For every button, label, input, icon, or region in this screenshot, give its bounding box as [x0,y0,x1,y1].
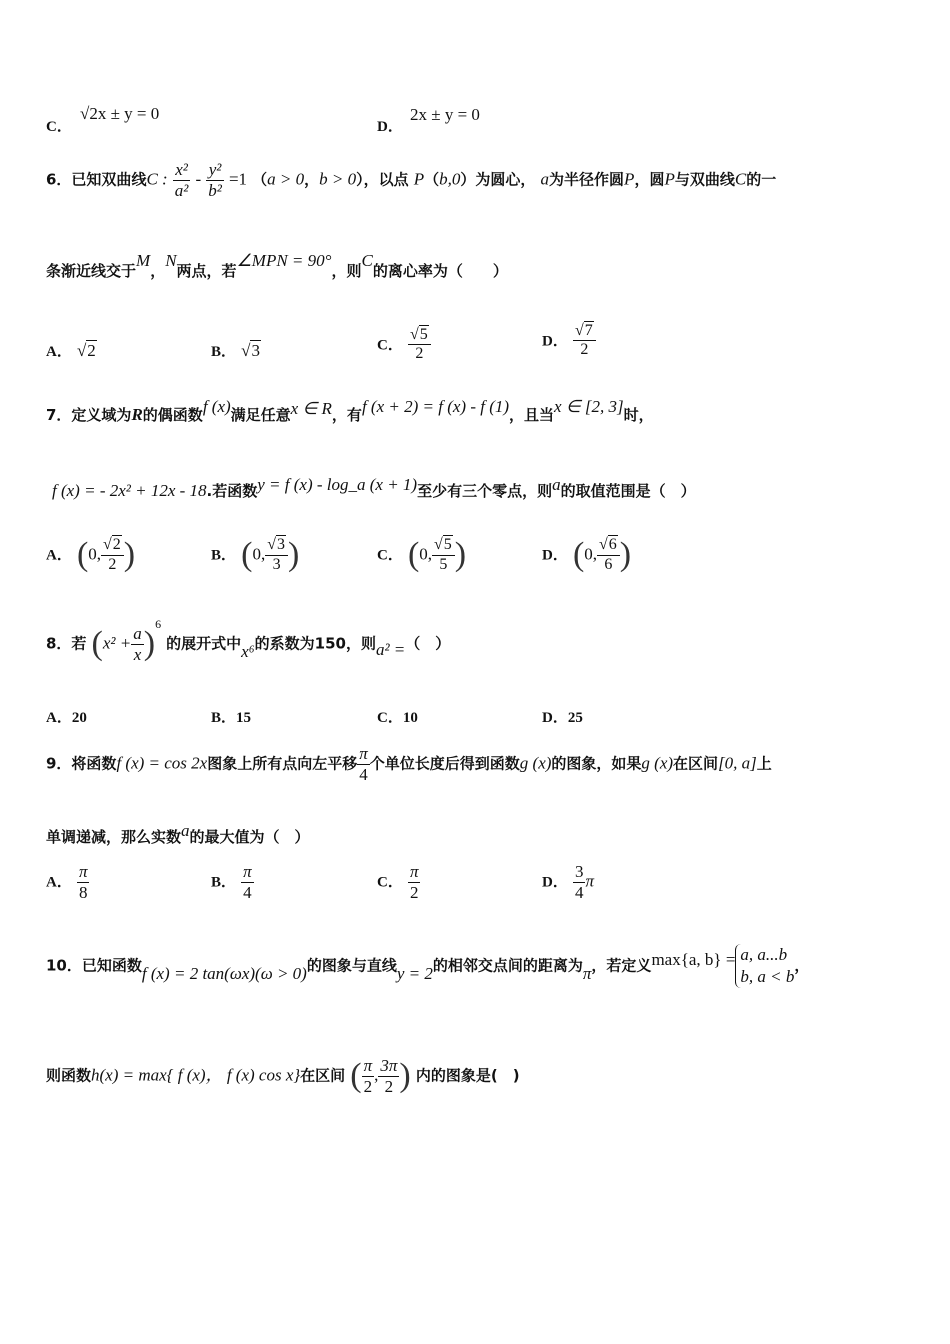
q7-text-5: 时， [623,406,654,424]
q7-option-a-label: A． [46,547,72,564]
q10-pi: π [582,963,592,983]
q9-a: a [181,821,190,840]
q6-a: a [540,169,550,189]
q7-equation: f (x + 2) = f (x) - f (1) [361,397,510,416]
q7-text-7: 至少有三个零点，则 [417,482,553,500]
q10-text-2: 的相邻交点间的距离为 [432,956,583,975]
q7-fx-def: f (x) = - 2x² + 12x - 18 [52,481,207,500]
q6-number: 6．已知双曲线 [46,170,147,189]
q6-text-4: ，圆 [634,170,665,189]
q6-option-d [542,322,596,360]
q7-option-d: D． (0, $\frac{√6}{6}$ ) [542,536,632,573]
q7-line1 [46,397,654,425]
q7-text-2: 满足任意 [230,406,291,424]
q10-interval-right: $\frac{3\pi}{2}$ [380,1056,398,1096]
q9-number: 9．将函数 [46,754,117,773]
q7-option-b-value: $\frac{√3}{3}$ [265,536,288,574]
q9-option-a: A． $\frac{\pi}{8}$ [46,862,88,902]
q8-line: 8．若 (x² + $\frac{a}{x}$ )$^6$ 的展开式中x⁶的系数为150，则a² =（ ） [46,617,451,664]
q7-yfun: y = f (x) - log_a (x + 1) [257,475,418,494]
q10-fx: f (x) = 2 tan(ωx)(ω > 0) [141,963,307,983]
q6-text-3: 为半径作圆 [549,170,625,189]
q6-option-d-label: D． [542,333,568,350]
q6-text-2: ）为圆心， [460,170,536,189]
q6-c2: C [361,251,373,270]
q8-text-3: （ ） [405,634,451,653]
q6-text-8: 两点，若 [176,262,237,280]
q6-point: b,0 [439,169,461,189]
q6-option-a [46,340,97,361]
q8-option-a: A．20 [46,710,87,726]
q9-text-5: 上 [756,754,772,773]
q6-cond-a: a > 0 [267,169,305,189]
q8-option-d: D．25 [542,710,583,726]
q6-text-5: 与双曲线 [674,170,735,189]
q6-option-c-label: C． [377,337,403,354]
q8-a2: a² = [375,639,406,659]
q9-text-2: 个单位长度后得到函数 [369,754,520,773]
q9-gx2: g (x) [641,753,674,773]
q7-option-a-value: $\frac{√2}{2}$ [101,536,124,574]
q6-comma: ， [150,262,166,280]
q8-power: 6 [155,617,162,632]
q8-number: 8．若 [46,634,87,653]
q5-option-c-expr: √2x ± y = 0 [80,104,160,123]
q10-cases: a, a...b b, a < b [735,944,794,988]
q10-line: y = 2 [396,963,433,983]
q7-text-6: .若函数 [206,482,258,500]
q10-text-6: 在区间 [300,1066,346,1085]
q7-option-c-value: $\frac{√5}{5}$ [432,536,455,574]
q7-x-in-r: x ∈ R [290,399,332,418]
q10-text-3: ，若定义 [591,956,652,975]
q9-option-c: C． $\frac{\pi}{2}$ [377,862,419,902]
q9-text-7: 的最大值为（ ） [189,828,310,846]
q6-text-1: ），以点 [356,170,409,189]
q6-m: M [136,251,151,270]
q9-option-b: B． $\frac{\pi}{4}$ [211,862,252,902]
q6-paren2: （ [424,170,440,189]
q7-number: 7．定义域为 [46,406,132,424]
q7-fx: f (x) [202,397,231,416]
q6-n: N [165,251,177,270]
q7-option-c-label: C． [377,547,403,564]
q7-text-1: 的偶函数 [142,406,203,424]
q7-option-b: B． (0, $\frac{√3}{3}$ ) [211,536,300,573]
q7-a: a [552,475,561,494]
q8-x6: x⁶ [241,641,255,661]
q9-line2 [46,821,310,847]
q6-angle: ∠MPN = 90° [236,251,332,270]
q7-option-d-value: $\frac{√6}{6}$ [597,536,620,574]
q10-text-1: 的图象与直线 [306,956,397,975]
q9-text-1: 图象上所有点向左平移 [207,754,358,773]
q10-interval-left: $\frac{\pi}{2}$ [363,1056,373,1096]
q6-text-7: 条渐近线交于 [46,262,137,280]
q8-text-2: 的系数为150，则 [254,634,376,653]
q7-line2 [52,475,696,501]
q9-text-6: 单调递减，那么实数 [46,828,182,846]
q9-shift: $\frac{\pi}{4}$ [359,744,368,784]
q8-text-1: 的展开式中 [166,634,242,653]
q6-p2: P [624,169,635,189]
q7-option-d-label: D． [542,547,568,564]
q7-option-a: A． (0, $\frac{√2}{2}$ ) [46,536,136,573]
q9-interval: [0, a] [718,753,757,773]
q6-option-c-value: $\frac{√5}{2}$ [408,326,431,364]
q6-c: C [734,169,747,189]
q6-frac-y: $\frac{\text{y²}}{\text{b²}}$ [208,160,222,200]
q6-curve: C : [146,169,168,189]
q7-r: R [131,405,143,424]
q6-line1 [46,160,776,200]
q6-option-d-value: $\frac{√7}{2}$ [573,322,596,360]
q10-line2: 则函数h(x) = max{ f (x)， f (x) cos x}在区间 ( $\frac{\pi}{2}$ , $\frac{3\pi}{2}$ ) 内的图象是( ) [46,1056,520,1096]
q7-text-8: 的取值范围是（ ） [560,482,696,500]
q5-option-c-label: C． [46,119,72,135]
q10-text-5: 则函数 [46,1066,92,1085]
q8-base: x² + [102,633,132,653]
q10-hx: h(x) = max{ f (x)， f (x) cos x} [91,1065,301,1085]
q6-cond-b: b > 0 [319,169,357,189]
q5-option-d-expr: 2x ± y = 0 [410,105,480,124]
q6-option-c [377,326,431,364]
q6-option-b-value: √3 [241,341,260,360]
q9-gx: g (x) [519,753,552,773]
q6-paren: （ [252,170,268,189]
q8-option-c: C．10 [377,710,418,726]
q10-text-4: ， [794,956,810,975]
q9-option-d: D． $\frac{3}{4}$ π [542,862,594,902]
q8-frac: $\frac{a}{x}$ [133,624,142,664]
q7-text-3: ，有 [331,406,362,424]
q9-text-4: 在区间 [673,754,719,773]
q6-p3: P [664,169,675,189]
q6-option-b-label: B． [211,344,237,360]
q9-fx: f (x) = cos 2x [116,753,208,773]
q6-text-6: 的一 [746,170,777,189]
q10-line1 [46,944,809,988]
q6-eq1: =1 [228,169,248,189]
q10-number: 10．已知函数 [46,956,142,975]
q5-option-d-label: D． [377,119,403,135]
q6-line2 [46,251,508,281]
q6-minus: - [195,169,202,189]
q9-line1 [46,744,772,784]
q7-interval: x ∈ [2, 3] [554,397,624,416]
q6-p: P [413,169,425,189]
q7-text-4: ，且当 [509,406,555,424]
q6-option-b [211,340,261,361]
q8-option-b: B．15 [211,710,252,726]
q6-text-9: ，则 [331,262,362,280]
q6-text-10: 的离心率为（ ） [372,262,508,280]
q10-max: max{a, b} = [651,949,736,969]
q7-option-c: C． (0, $\frac{√5}{5}$ ) [377,536,467,573]
q9-text-3: 的图象，如果 [551,754,642,773]
q6-frac-x: $\frac{\text{x²}}{\text{a²}}$ [174,160,189,200]
q7-option-b-label: B． [211,547,237,564]
q10-text-7: 内的图象是( ) [415,1066,520,1085]
q6-option-a-value: √2 [76,341,96,360]
q6-option-a-label: A． [46,344,72,360]
q6-sep: ， [304,170,320,189]
